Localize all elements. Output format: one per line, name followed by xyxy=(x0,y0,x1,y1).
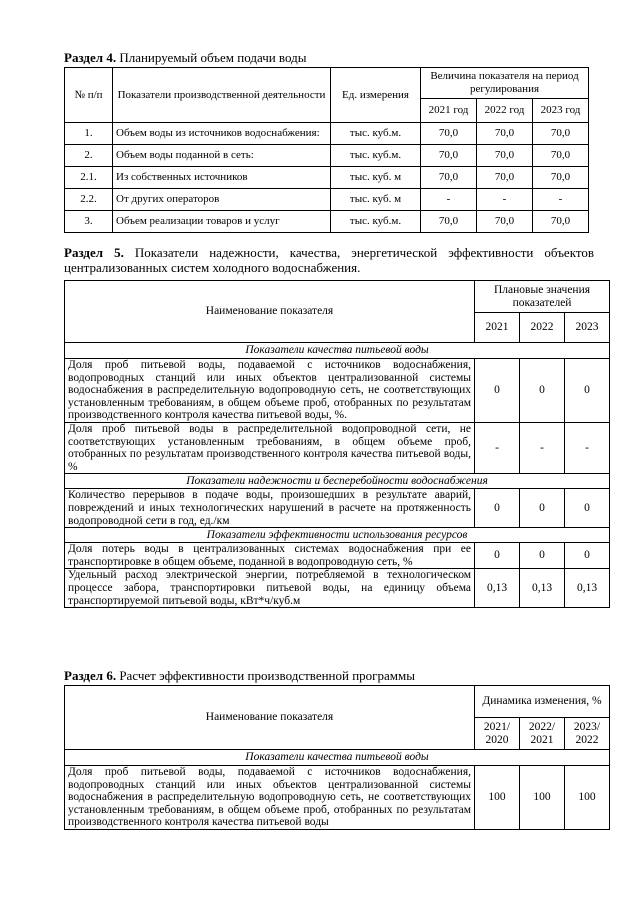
header-unit: Ед. измерения xyxy=(331,68,421,123)
header-period: 2022/ 2021 xyxy=(520,718,565,750)
table-row: 2. Объем воды поданной в сеть: тыс. куб.м. 70,0 70,0 70,0 xyxy=(65,145,589,167)
table-row: Доля проб питьевой воды, подаваемой с источников водоснабжения, водопроводных станций или иных объектов централизованной системы водоснабжения в распределительную водопроводную сеть, не соответствующих установленным требованиям, в общем объеме проб, отобранных по результатам производственного контроля качества питьевой воды, %. 0 0 0 xyxy=(65,359,610,423)
table-row: Доля потерь воды в централизованных системах водоснабжения при ее транспортировке в общем объеме, поданной в водопроводную сеть, % 0 0 0 xyxy=(65,543,610,569)
section6-table xyxy=(64,685,610,830)
table-row: Удельный расход электрической энергии, потребляемой в технологическом процессе забора, транспортировки питьевой воды, на единицу объема транспортируемой питьевой воды, кВт*ч/куб.м 0,13 0,13 0,13 xyxy=(65,569,610,608)
section6-title: Раздел 6. Расчет эффективности производственной программы xyxy=(64,668,415,683)
header-num: № п/п xyxy=(65,68,113,123)
table-row: Доля проб питьевой воды, подаваемой с источников водоснабжения, водопроводных станций или иных объектов централизованной системы водоснабжения в распределительную водопроводную сеть, не соответствующих установленным требованиям, в общем объеме проб, отобранных по результатам производственного контроля качества питьевой воды 100 100 100 xyxy=(65,766,610,830)
section5-table xyxy=(64,280,610,608)
header-year: 2022 год xyxy=(477,99,533,123)
group-title: Показатели качества питьевой воды xyxy=(65,343,610,359)
table-row: 2.1. Из собственных источников тыс. куб. м 70,0 70,0 70,0 xyxy=(65,167,589,189)
header-year: 2022 xyxy=(520,313,565,343)
group-title: Показатели надежности и бесперебойности водоснабжения xyxy=(65,474,610,489)
header-year: 2023 xyxy=(565,313,610,343)
header-name: Наименование показателя xyxy=(65,281,475,343)
section4-title: Раздел 4. Планируемый объем подачи воды xyxy=(64,50,307,65)
header-dynamics: Динамика изменения, % xyxy=(475,686,610,718)
section5-title: Раздел 5. Показатели надежности, качества, энергетической эффективности объектов централизованных систем холодного водоснабжения. xyxy=(64,245,594,275)
header-indicator: Показатели производственной деятельности xyxy=(113,68,331,123)
header-name: Наименование показателя xyxy=(65,686,475,750)
group-title: Показатели качества питьевой воды xyxy=(65,750,610,766)
header-year: 2023 год xyxy=(533,99,589,123)
header-value-group: Величина показателя на период регулирования xyxy=(421,68,589,99)
table-row: 3. Объем реализации товаров и услуг тыс. куб.м. 70,0 70,0 70,0 xyxy=(65,211,589,233)
table-row: Доля проб питьевой воды в распределительной водопроводной сети, не соответствующих установленным требованиям, в общем объеме проб, отобранных по результатам производственного контроля качества питьевой воды, % - - - xyxy=(65,422,610,473)
header-year: 2021 xyxy=(475,313,520,343)
header-plan: Плановые значения показателей xyxy=(475,281,610,313)
header-period: 2023/ 2022 xyxy=(565,718,610,750)
table-row: Количество перерывов в подаче воды, произошедших в результате аварий, повреждений и иных технологических нарушений в расчете на протяженность водопроводной сети в год, ед./км 0 0 0 xyxy=(65,489,610,528)
header-period: 2021/ 2020 xyxy=(475,718,520,750)
table-row: 1. Объем воды из источников водоснабжения: тыс. куб.м. 70,0 70,0 70,0 xyxy=(65,123,589,145)
section4-table xyxy=(64,67,589,233)
group-title: Показатели эффективности использования ресурсов xyxy=(65,528,610,543)
header-year: 2021 год xyxy=(421,99,477,123)
table-row: 2.2. От других операторов тыс. куб. м - - - xyxy=(65,189,589,211)
